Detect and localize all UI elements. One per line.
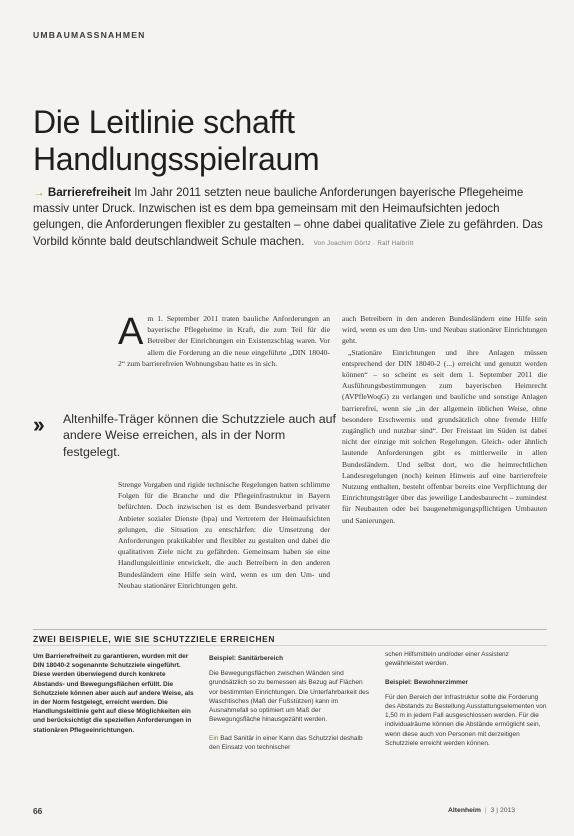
quote-chevron-icon: ››: [33, 412, 42, 437]
drop-cap: A: [118, 311, 144, 353]
info-box-example-room: [385, 650, 547, 748]
section-label: UMBAUMASSNAHMEN: [33, 30, 146, 40]
headline-line-1: Die Leitlinie schafft: [33, 104, 295, 140]
body-text-intro: m 1. September 2011 traten bauliche Anforderungen an bayerische Pflegeheime in Kraft, die zum Teil für die Betreiber der Einrichtungen ein Existenzschlag waren. Vor allem die Forderung an die neue eingeführte „DIN 18040-2“ zum barrierefreien Wohnungsbau hatte es in sich.: [118, 314, 330, 368]
body-column-left-bottom: Strenge Vorgaben und rigide technische Regelungen hatten schlimme Folgen für die Branche und die Pflegeinfrastruktur in Bayern befürchten. Doch inzwischen ist es dem Bundesverband privater Anbieter sozialer Dienste (bpa) und Vertretern der Heimaufsichten gelungen, die Situation zu entschärfen: die Umsetzung der Anforderungen praktikabler und flexibler zu gestalten und dabei die qualitativen Ziele nicht zu gefährden. Gemeinsam haben sie eine Handlungsleitlinie entwickelt, die auch Betreibern in den anderen Bundesländern eine Hilfe sein wird, wenn es um den Um- und Neubau stationärer Einrichtungen geht.: [118, 480, 330, 590]
example-text-continued: Bad Sanitär in einer Kann das Schutzziel deshalb den Einsatz von technischer: [209, 734, 363, 751]
example-text-carryover: schen Hilfsmitteln und/oder einer Assistenz gewährleistet werden.: [385, 651, 509, 668]
pull-quote: Altenhilfe-Träger können die Schutzziele auch auf andere Weise erreichen, als in der Norm festgelegt.: [63, 412, 336, 459]
lead-arrow-icon: →: [33, 186, 45, 199]
box-title-rule: [33, 645, 547, 646]
example-heading: Beispiel: Sanitärbereich: [209, 655, 284, 662]
body-column-left-top: [118, 313, 330, 369]
issue-number: 3 | 2013: [490, 807, 516, 814]
info-box-title: ZWEI BEISPIELE, WIE SIE SCHUTZZIELE ERREICHEN: [33, 634, 275, 644]
example-text: Für den Bereich der Infrastruktur sollte die Forderung des Abstands zu Bestellung Ausstattungselementen von 1,50 m in jedem Fall ausgeschlossen werden. Für die individualräume können die Abstände ermöglicht sein, wenn diese auch von Personen mit derzeitigen Schutzziele erreicht werden können.: [385, 693, 547, 747]
lead-keyword: Barrierefreiheit: [47, 186, 131, 199]
lead-paragraph: [33, 185, 543, 252]
body-column-right: [342, 313, 547, 526]
footer-magazine: Altenheim | 3 | 2013: [448, 807, 516, 814]
article-headline: [33, 104, 319, 178]
info-box-intro: Um Barrierefreiheit zu garantieren, wurden mit der DIN 18040-2 sogenannte Schutzziele eingeführt. Diese werden überwiegend durch konkrete Abstands- und Bewegungsflächen erfüllt. Die Schutzziele können aber auch auf andere Weise, als in der Norm festgelegt, erreicht werden. Die Handlungsleitlinie geht auf diese Möglichkeiten ein und berücksichtigt die speziellen Anforderungen in stationären Pflegeeinrichtungen.: [33, 653, 194, 734]
magazine-name: Altenheim: [448, 807, 481, 814]
example-heading: Beispiel: Bewohnerzimmer: [385, 678, 469, 686]
lead-text: Im Jahr 2011 setzten neue bauliche Anforderungen bayerische Pflegeheime massiv unter Druck. Inzwischen ist es dem bpa gemeinsam mit den Heimaufsichten jedoch gelungen, die Anforderungen flexibler zu gestalten – ohne dabei qualitative Ziele zu gefährden. Das Vorbild könnte bald deutschlandweit Schule machen.: [33, 186, 543, 248]
info-box-example-sanitary: [209, 654, 372, 752]
box-top-rule: [33, 629, 547, 630]
example-text: Die Bewegungsflächen zwischen Wänden sind grundsätzlich so zu bemessen als Bezug auf Flächen vor bestimmten Einrichtungen. Die Unterfahrbarkeit des Waschtisches (Maß der Fußstützen) kann im Ausnahmefall so optimiert um Maß der Bewegungsfläche hinausgezählt werden.: [209, 670, 370, 724]
body-paragraph: „Stationäre Einrichtungen und ihre Anlagen müssen entsprechend der DIN 18040-2 (...) erreicht und genutzt werden können“ – so scheint es seit dem 1. September 2011 die Ausführungsbestimmungen zum bayerischen Heimrecht (AVPfleWoqG) zu verlangen und bauliche und sonstige Anlagen barrierefrei, wenn sie „in der allgemein üblichen Weise, ohne besondere Erschwernis und grundsätzlich ohne fremde Hilfe zugänglich und nutzbar sind“. Der Freistaat im Süden ist dabei nicht der einzige mit solchen Regelungen. Gleich- oder ähnlich lautende Anforderungen gibt es mittlerweile in allen Bundesländern. Und selbst dort, wo die heimrechtlichen Landesregelungen (noch) keinen Hinweis auf eine barrierefreie Nutzung enthalten, besteht offenbar bereits eine Verpflichtung der Einrichtungsträger über das jeweilige Landesbaurecht – zumindest für Neubauten oder bei baugenehmigungspflichtigen Umbauten und Sanierungen.: [342, 347, 547, 525]
example-highlight: Ein: [209, 734, 219, 742]
page-number: 66: [33, 806, 43, 816]
byline: Von Joachim Görtz · Ralf Halbritt: [313, 239, 414, 247]
body-paragraph: auch Betreibern in den anderen Bundesländern eine Hilfe sein wird, wenn es um den Um- und Neubau stationärer Einrichtungen geht.: [342, 314, 547, 346]
headline-line-2: Handlungsspielraum: [33, 141, 320, 177]
